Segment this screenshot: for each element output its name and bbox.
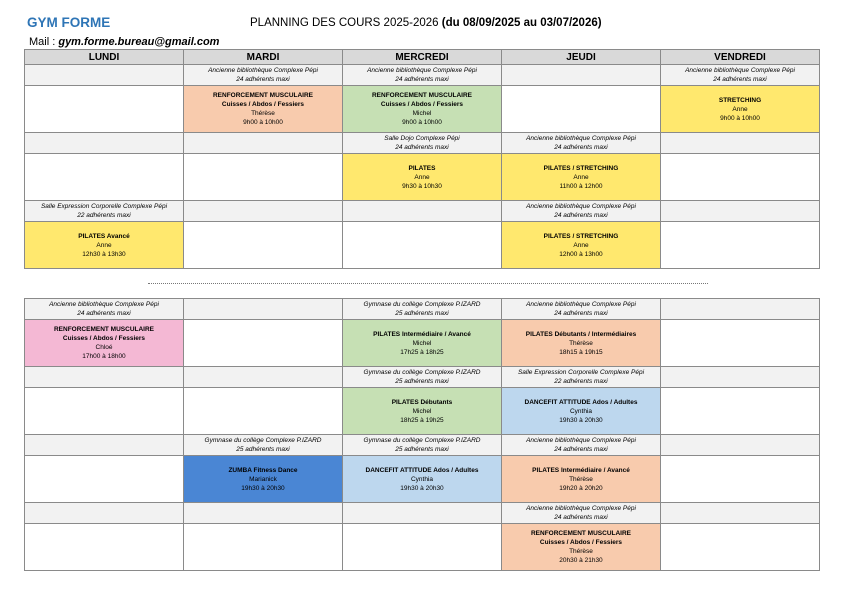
location-name: Ancienne bibliothèque Complexe Pépi	[526, 505, 636, 512]
course-cell	[502, 154, 661, 201]
course-cell	[343, 320, 502, 367]
location-cell	[502, 503, 661, 524]
course-cell-empty	[25, 154, 184, 201]
course-cell	[343, 388, 502, 435]
capacity: 22 adhérents maxi	[77, 212, 131, 219]
course-cell-empty	[502, 86, 661, 133]
coach-name: Anne	[573, 173, 589, 181]
course-subtitle: Cuisses / Abdos / Fessiers	[539, 539, 623, 546]
location-cell-empty	[184, 201, 343, 222]
day-header-row	[25, 50, 820, 65]
coach-name: Thérèse	[251, 110, 275, 117]
location-cell	[502, 133, 661, 154]
capacity: 24 adhérents maxi	[554, 446, 608, 453]
course-time: 18h25 à 19h25	[400, 416, 444, 424]
location-cell-empty	[661, 201, 820, 222]
course-cell-empty	[661, 456, 820, 503]
course-time: 17h25 à 18h25	[400, 348, 444, 356]
mail-address: gym.forme.bureau@gmail.com	[58, 36, 220, 48]
coach-name: Anne	[573, 241, 589, 249]
location-cell	[502, 299, 661, 320]
location-cell	[502, 367, 661, 388]
location-cell-empty	[184, 299, 343, 320]
day-header-vendredi: VENDREDI	[661, 50, 820, 65]
location-name: Gymnase du collège Complexe P.IZARD	[204, 437, 322, 444]
coach-name: Chloé	[95, 344, 113, 351]
course-cell-empty	[184, 154, 343, 201]
course-title: PILATES / STRETCHING	[543, 164, 619, 172]
capacity: 24 adhérents maxi	[395, 144, 449, 151]
course-time: 19h30 à 20h30	[400, 484, 444, 492]
capacity: 24 adhérents maxi	[236, 76, 290, 83]
location-name: Salle Expression Corporelle Complexe Pépi	[40, 203, 168, 210]
capacity: 22 adhérents maxi	[554, 378, 608, 385]
location-row	[25, 133, 820, 154]
course-time: 17h00 à 18h00	[82, 353, 126, 360]
location-cell	[343, 367, 502, 388]
course-cell	[343, 86, 502, 133]
location-cell-empty	[25, 133, 184, 154]
day-header-lundi: LUNDI	[25, 50, 184, 65]
location-cell-empty	[25, 367, 184, 388]
course-time: 9h00 à 10h00	[720, 114, 760, 122]
location-name: Ancienne bibliothèque Complexe Pépi	[526, 437, 636, 444]
course-cell-empty	[25, 388, 184, 435]
coach-name: Michel	[412, 407, 432, 415]
course-cell	[502, 456, 661, 503]
course-cell	[184, 456, 343, 503]
location-row	[25, 367, 820, 388]
course-cell-empty	[661, 222, 820, 269]
course-cell-empty	[25, 86, 184, 133]
course-cell-empty	[661, 388, 820, 435]
capacity: 25 adhérents maxi	[236, 446, 290, 453]
capacity: 24 adhérents maxi	[554, 144, 608, 151]
capacity: 24 adhérents maxi	[554, 514, 608, 521]
location-cell	[184, 65, 343, 86]
coach-name: Anne	[732, 105, 748, 113]
course-row	[25, 524, 820, 571]
coach-name: Michel	[412, 339, 432, 347]
course-row	[25, 388, 820, 435]
location-cell-empty	[184, 503, 343, 524]
course-time: 11h00 à 12h00	[559, 182, 603, 190]
course-cell-empty	[661, 154, 820, 201]
coach-name: Anne	[96, 241, 112, 249]
location-name: Gymnase du collège Complexe P.IZARD	[363, 437, 481, 444]
course-cell	[343, 154, 502, 201]
coach-name: Michel	[412, 110, 432, 117]
capacity: 24 adhérents maxi	[554, 212, 608, 219]
course-cell-empty	[343, 222, 502, 269]
course-title: PILATES Avancé	[78, 232, 130, 240]
brand-title: GYM FORME	[27, 15, 111, 30]
location-cell	[25, 299, 184, 320]
course-time: 19h30 à 20h30	[559, 416, 603, 424]
course-time: 12h30 à 13h30	[82, 250, 126, 258]
location-cell-empty	[25, 435, 184, 456]
course-title: RENFORCEMENT MUSCULAIRE	[371, 92, 473, 99]
coach-name: Thérèse	[569, 339, 593, 347]
coach-name: Cynthia	[569, 407, 593, 415]
course-cell-empty	[661, 524, 820, 571]
day-header-mercredi: MERCREDI	[343, 50, 502, 65]
location-name: Gymnase du collège Complexe P.IZARD	[363, 301, 481, 308]
location-cell	[343, 65, 502, 86]
location-cell	[502, 435, 661, 456]
location-name: Ancienne bibliothèque Complexe Pépi	[526, 301, 636, 308]
course-cell	[184, 86, 343, 133]
location-name: Gymnase du collège Complexe P.IZARD	[363, 369, 481, 376]
course-cell-empty	[184, 388, 343, 435]
course-cell	[661, 86, 820, 133]
capacity: 25 adhérents maxi	[395, 446, 449, 453]
location-cell-empty	[343, 201, 502, 222]
location-row	[25, 299, 820, 320]
location-name: Ancienne bibliothèque Complexe Pépi	[208, 67, 318, 74]
coach-name: Thérèse	[569, 475, 593, 483]
location-row	[25, 503, 820, 524]
location-cell	[25, 201, 184, 222]
location-cell	[343, 299, 502, 320]
course-cell-empty	[25, 456, 184, 503]
title-dates: (du 08/09/2025 au 03/07/2026)	[441, 17, 602, 29]
location-name: Salle Expression Corporelle Complexe Pépi	[517, 369, 645, 376]
capacity: 24 adhérents maxi	[77, 310, 131, 317]
course-cell	[25, 320, 184, 367]
location-name: Ancienne bibliothèque Complexe Pépi	[367, 67, 477, 74]
location-row	[25, 65, 820, 86]
section-divider	[148, 283, 708, 284]
course-cell	[343, 456, 502, 503]
course-time: 19h30 à 20h30	[241, 484, 285, 492]
course-title: PILATES Intermédiaire / Avancé	[373, 330, 471, 338]
location-cell-empty	[343, 503, 502, 524]
location-cell-empty	[184, 367, 343, 388]
course-row	[25, 456, 820, 503]
course-title: PILATES Débutants / Intermédiaires	[525, 330, 637, 338]
location-cell-empty	[502, 65, 661, 86]
course-title: PILATES Débutants	[391, 398, 453, 406]
location-cell-empty	[25, 503, 184, 524]
mail-line	[29, 36, 219, 48]
course-row	[25, 222, 820, 269]
location-cell	[661, 65, 820, 86]
course-title: RENFORCEMENT MUSCULAIRE	[53, 326, 155, 333]
location-cell-empty	[661, 435, 820, 456]
course-cell	[25, 222, 184, 269]
day-header-jeudi: JEUDI	[502, 50, 661, 65]
course-title: ZUMBA Fitness Dance	[228, 466, 298, 474]
course-time: 9h00 à 10h00	[402, 119, 442, 126]
location-name: Ancienne bibliothèque Complexe Pépi	[526, 203, 636, 210]
page-title	[250, 17, 602, 29]
course-time: 12h00 à 13h00	[559, 250, 603, 258]
capacity: 24 adhérents maxi	[395, 76, 449, 83]
location-name: Ancienne bibliothèque Complexe Pépi	[685, 67, 795, 74]
coach-name: Marianick	[249, 475, 277, 483]
location-cell	[343, 133, 502, 154]
course-title: PILATES	[408, 164, 436, 172]
course-time: 19h20 à 20h20	[559, 484, 603, 492]
capacity: 25 adhérents maxi	[395, 378, 449, 385]
course-subtitle: Cuisses / Abdos / Fessiers	[62, 335, 146, 342]
course-title: DANCEFIT ATTITUDE Ados / Adultes	[524, 398, 638, 406]
capacity: 24 adhérents maxi	[713, 76, 767, 83]
location-cell	[184, 435, 343, 456]
coach-name: Anne	[414, 173, 430, 181]
day-header-mardi: MARDI	[184, 50, 343, 65]
course-title: PILATES / STRETCHING	[543, 232, 619, 240]
course-title: STRETCHING	[718, 96, 762, 104]
capacity: 25 adhérents maxi	[395, 310, 449, 317]
course-title: DANCEFIT ATTITUDE Ados / Adultes	[365, 466, 479, 474]
course-cell-empty	[343, 524, 502, 571]
coach-name: Thérèse	[569, 548, 593, 555]
course-time: 9h00 à 10h00	[243, 119, 283, 126]
course-cell	[502, 320, 661, 367]
course-subtitle: Cuisses / Abdos / Fessiers	[380, 101, 464, 108]
location-cell-empty	[661, 367, 820, 388]
course-row	[25, 320, 820, 367]
course-title: PILATES Intermédiaire / Avancé	[532, 466, 630, 474]
course-title: RENFORCEMENT MUSCULAIRE	[530, 530, 632, 537]
course-subtitle: Cuisses / Abdos / Fessiers	[221, 101, 305, 108]
course-time: 18h15 à 19h15	[559, 348, 603, 356]
course-cell-empty	[184, 320, 343, 367]
title-plain: PLANNING DES COURS 2025-2026	[250, 17, 442, 29]
course-row	[25, 154, 820, 201]
course-time: 9h30 à 10h30	[402, 182, 442, 190]
course-cell-empty	[661, 320, 820, 367]
course-cell	[502, 222, 661, 269]
location-row	[25, 201, 820, 222]
location-cell	[502, 201, 661, 222]
schedule-table-morning	[24, 49, 820, 269]
location-cell-empty	[25, 65, 184, 86]
course-title: RENFORCEMENT MUSCULAIRE	[212, 92, 314, 99]
course-cell	[502, 524, 661, 571]
coach-name: Cynthia	[410, 475, 434, 483]
location-name: Ancienne bibliothèque Complexe Pépi	[49, 301, 159, 308]
schedule-table-evening	[24, 298, 820, 571]
location-cell-empty	[661, 503, 820, 524]
location-name: Ancienne bibliothèque Complexe Pépi	[526, 135, 636, 142]
mail-label: Mail :	[29, 36, 59, 48]
location-cell	[343, 435, 502, 456]
course-cell-empty	[25, 524, 184, 571]
course-cell-empty	[184, 222, 343, 269]
location-name: Salle Dojo Complexe Pépi	[384, 135, 460, 142]
capacity: 24 adhérents maxi	[554, 310, 608, 317]
course-row	[25, 86, 820, 133]
location-cell-empty	[661, 133, 820, 154]
course-cell	[502, 388, 661, 435]
course-cell-empty	[184, 524, 343, 571]
location-row	[25, 435, 820, 456]
location-cell-empty	[661, 299, 820, 320]
location-cell-empty	[184, 133, 343, 154]
course-time: 20h30 à 21h30	[559, 557, 603, 564]
